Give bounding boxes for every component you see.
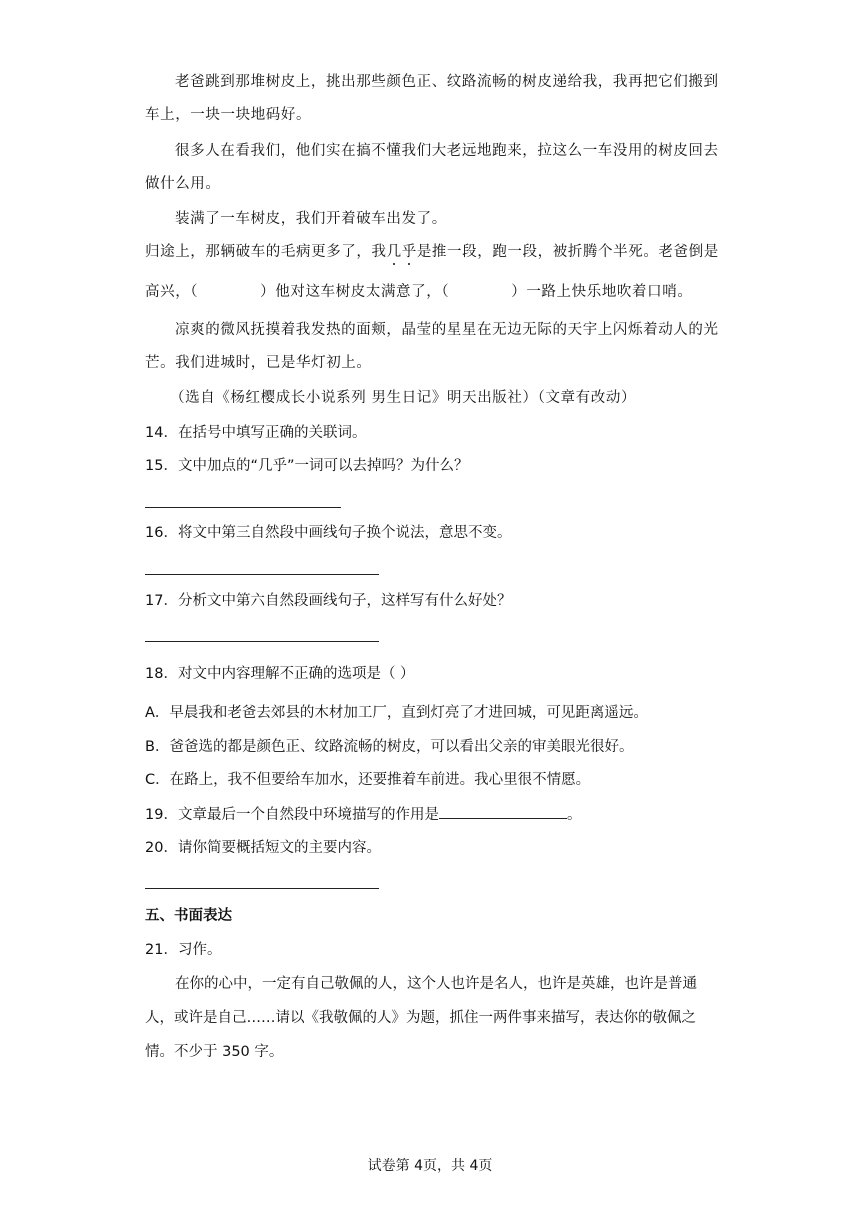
- passage-p5-line1: 凉爽的微风抚摸着我发热的面颊，晶莹的星星在无边无际的天宇上闪烁着动人的光: [175, 322, 719, 338]
- answer-blank-19[interactable]: [439, 804, 567, 819]
- passage-p4-text-e: ）一路上快乐地吹着口哨。: [511, 284, 693, 300]
- passage-p4-line2: [145, 282, 692, 302]
- passage-p2-line2: 做什么用。: [145, 176, 221, 192]
- passage-p1-line1: 老爸跳到那堆树皮上，挑出那些颜色正、纹路流畅的树皮递给我，我再把它们搬到: [175, 74, 719, 90]
- passage-p5-line2: 芒。我们进城时，已是华灯初上。: [145, 355, 372, 371]
- page-footer: 试卷第 4页，共 4页: [367, 1158, 493, 1174]
- passage-source: （选自《杨红樱成长小说系列 男生日记》明天出版社）（文章有改动）: [170, 390, 637, 406]
- passage-p3-line1: 装满了一车树皮，我们开着破车出发了。: [175, 211, 447, 227]
- dotted-char-hu: 乎: [401, 244, 417, 260]
- section-title: 五、书面表达: [145, 908, 232, 924]
- writing-prompt-line2: 人，或许是自己……请以《我敬佩的人》为题，抓住一两件事来描写，表达你的敬佩之: [145, 1010, 696, 1026]
- question-18: 18．对文中内容理解不正确的选项是（ ）: [145, 666, 415, 682]
- question-15: 15．文中加点的“几乎”一词可以去掉吗？为什么？: [145, 458, 469, 474]
- passage-p4-text-d: ）他对这车树皮太满意了，（: [260, 284, 450, 300]
- answer-line-16[interactable]: [145, 574, 379, 575]
- passage-p2-line1: 很多人在看我们，他们实在搞不懂我们大老远地跑来，拉这么一车没用的树皮回去: [175, 143, 719, 159]
- dotted-char-ji: 几: [386, 244, 402, 260]
- writing-prompt-line1: 在你的心中，一定有自己敬佩的人，这个人也许是名人，也许是英雄，也许是普通: [175, 976, 697, 992]
- question-14: 14．在括号中填写正确的关联词。: [145, 425, 367, 441]
- question-19: [145, 804, 581, 825]
- option-b[interactable]: B．爸爸选的都是颜色正、纹路流畅的树皮，可以看出父亲的审美眼光很好。: [145, 739, 634, 755]
- question-19-text: 19．文章最后一个自然段中环境描写的作用是: [145, 807, 439, 823]
- writing-prompt-line3: 情。不少于 350 字。: [145, 1044, 284, 1060]
- passage-p4-text-b: 是推一段，跑一段，被折腾个半死。老爸倒是: [416, 244, 719, 260]
- passage-p4-text-a: 归途上，那辆破车的毛病更多了，我: [145, 244, 387, 260]
- question-20: 20．请你简要概括短文的主要内容。: [145, 840, 381, 856]
- option-a[interactable]: A．早晨我和老爸去郊县的木材加工厂，直到灯亮了才进回城，可见距离遥远。: [145, 705, 648, 721]
- passage-p1-line2: 车上，一块一块地码好。: [145, 107, 312, 123]
- question-17: 17．分析文中第六自然段画线句子，这样写有什么好处？: [145, 593, 512, 609]
- passage-p4-line1: [145, 242, 719, 262]
- answer-line-20[interactable]: [145, 888, 379, 889]
- passage-p4-text-c: 高兴，（: [145, 284, 199, 300]
- question-16: 16．将文中第三自然段中画线句子换个说法，意思不变。: [145, 525, 512, 541]
- option-c[interactable]: C．在路上，我不但要给车加水，还要推着车前进。我心里很不情愿。: [145, 772, 591, 788]
- answer-line-15[interactable]: [145, 507, 341, 508]
- question-21: 21．习作。: [145, 942, 222, 958]
- question-19-end: 。: [566, 807, 582, 823]
- answer-line-17[interactable]: [145, 641, 379, 642]
